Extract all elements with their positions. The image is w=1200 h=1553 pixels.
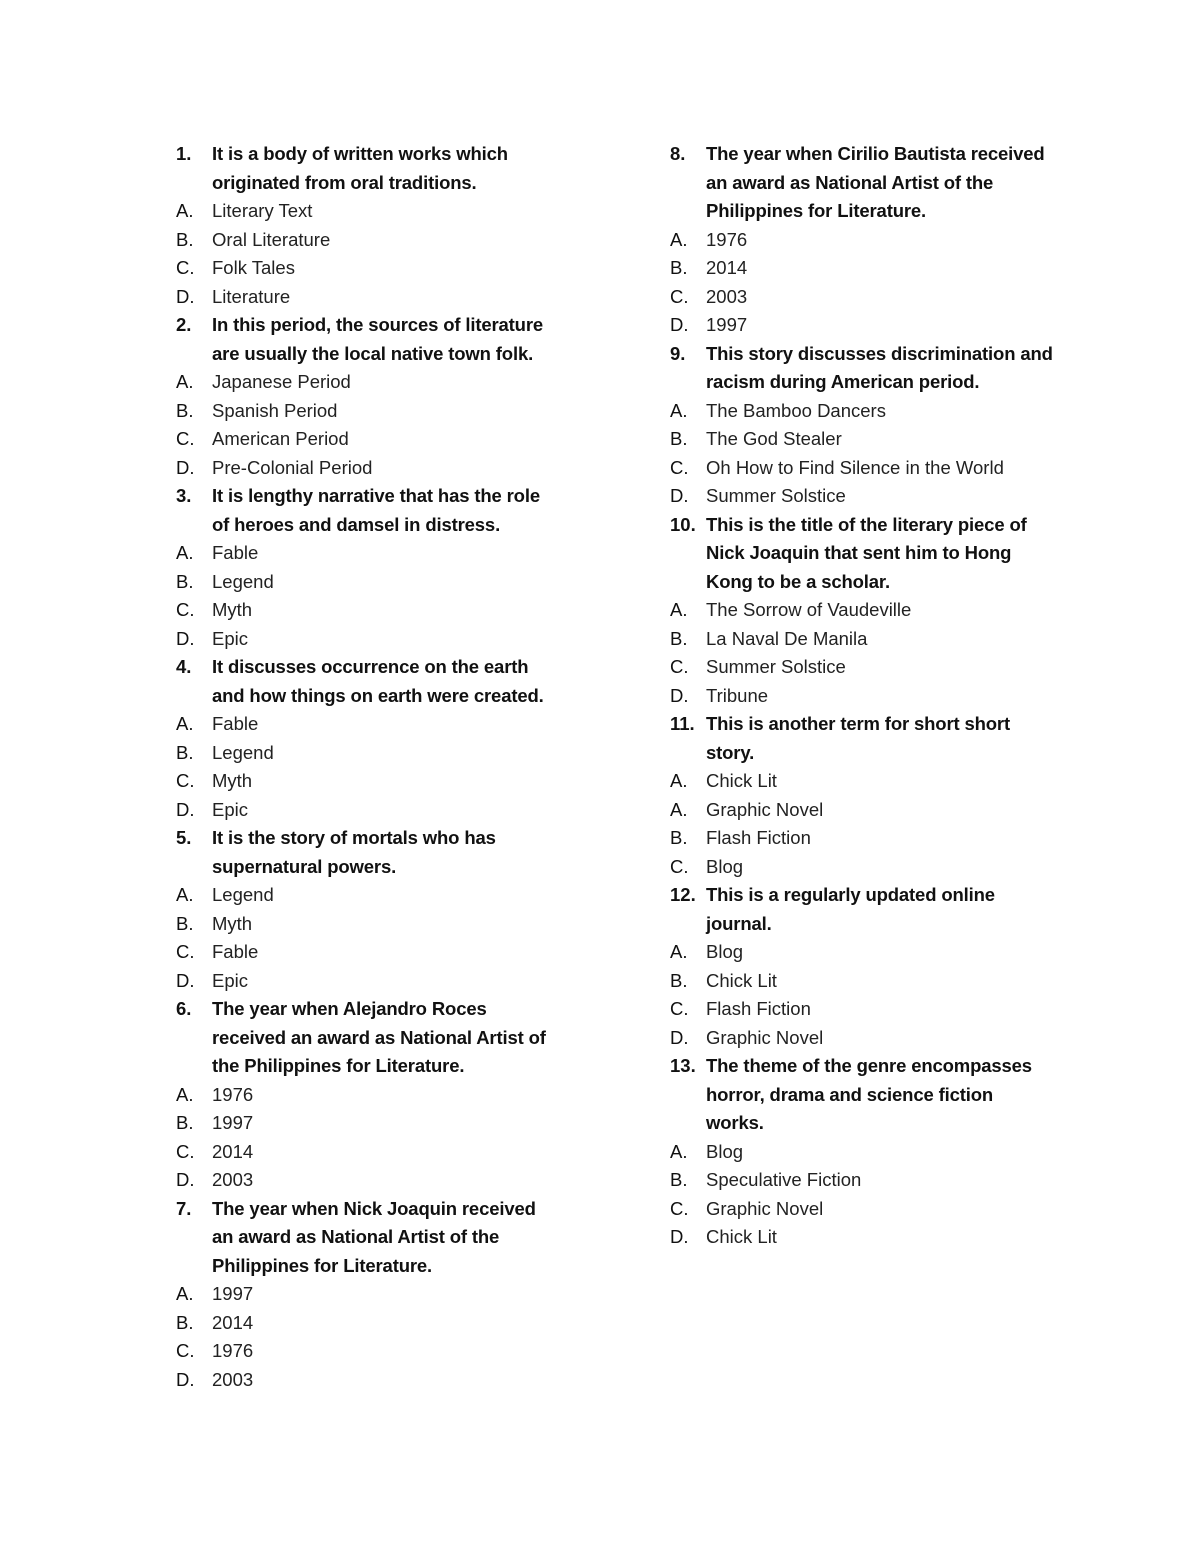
- answer-option: [666, 425, 1066, 454]
- question-text: The year when Alejandro Roces: [212, 998, 487, 1019]
- question-line: [666, 1052, 1066, 1081]
- option-letter: D.: [176, 798, 195, 820]
- question-number: 6.: [176, 998, 192, 1019]
- answer-option: [172, 739, 572, 768]
- option-text: 1976: [212, 1340, 254, 1361]
- question-text: The theme of the genre encompasses: [706, 1055, 1032, 1076]
- option-letter: A.: [670, 399, 688, 421]
- question-line: [172, 311, 572, 340]
- question-line: [666, 340, 1066, 369]
- question-line: [666, 1109, 1066, 1138]
- option-text: Fable: [212, 713, 259, 734]
- question-text: originated from oral traditions.: [212, 171, 477, 193]
- question-text: This is a regularly updated online: [706, 884, 995, 905]
- option-letter: D.: [176, 1169, 195, 1190]
- option-letter: B.: [176, 228, 194, 250]
- option-letter: A.: [176, 884, 194, 905]
- answer-option: [666, 226, 1066, 255]
- question-block: [666, 511, 1066, 711]
- question-line: [172, 1052, 572, 1081]
- question-number: 7.: [176, 1197, 192, 1219]
- option-text: Myth: [212, 770, 253, 791]
- question-line: [666, 881, 1066, 910]
- option-text: Literary Text: [212, 200, 313, 221]
- option-text: Oral Literature: [212, 228, 331, 250]
- option-letter: C.: [670, 855, 689, 877]
- question-block: [172, 1195, 572, 1395]
- question-text: The year when Cirilio Bautista received: [706, 143, 1045, 164]
- answer-option: [172, 283, 572, 312]
- option-text: Summer Solstice: [706, 656, 846, 677]
- option-letter: C.: [670, 285, 689, 307]
- option-letter: A.: [176, 1083, 194, 1105]
- question-number: 12.: [670, 884, 696, 905]
- question-text: In this period, the sources of literature: [212, 314, 544, 335]
- option-letter: B.: [670, 827, 688, 848]
- question-line: [666, 739, 1066, 768]
- question-text: It is lengthy narrative that has the role: [212, 485, 540, 506]
- question-line: [172, 853, 572, 882]
- question-number: 13.: [670, 1055, 696, 1076]
- answer-option: [172, 454, 572, 483]
- answer-option: [666, 1024, 1066, 1053]
- option-letter: D.: [176, 285, 195, 307]
- option-letter: B.: [176, 570, 194, 592]
- question-text: an award as National Artist of the: [706, 171, 994, 193]
- option-letter: C.: [176, 1140, 195, 1162]
- question-line: [172, 824, 572, 853]
- option-text: Chick Lit: [706, 969, 777, 991]
- answer-option: [666, 995, 1066, 1024]
- option-text: Flash Fiction: [706, 998, 811, 1019]
- answer-option: [172, 568, 572, 597]
- option-letter: B.: [176, 399, 194, 421]
- option-letter: A.: [176, 713, 194, 734]
- option-letter: C.: [176, 599, 195, 620]
- answer-option: [172, 254, 572, 283]
- option-text: Graphic Novel: [706, 1197, 824, 1219]
- question-text: It is a body of written works which: [212, 143, 508, 164]
- option-text: Oh How to Find Silence in the World: [706, 456, 1004, 478]
- option-letter: A.: [670, 228, 688, 250]
- option-letter: A.: [670, 770, 688, 791]
- option-text: 2014: [212, 1311, 254, 1333]
- option-letter: B.: [176, 912, 194, 934]
- question-line: [172, 995, 572, 1024]
- question-line: [172, 1223, 572, 1252]
- answer-option: [172, 1109, 572, 1138]
- option-text: 2014: [706, 257, 748, 278]
- question-number: 1.: [176, 143, 192, 164]
- question-number: 9.: [670, 342, 686, 364]
- option-text: The Bamboo Dancers: [706, 399, 886, 421]
- question-text: The year when Nick Joaquin received: [212, 1197, 536, 1219]
- option-text: Spanish Period: [212, 399, 338, 421]
- option-letter: B.: [670, 969, 688, 991]
- option-letter: B.: [670, 428, 688, 449]
- question-number: 4.: [176, 656, 192, 677]
- question-text: works.: [706, 1112, 764, 1133]
- question-text: It is the story of mortals who has: [212, 827, 496, 848]
- question-line: [666, 568, 1066, 597]
- option-letter: D.: [670, 1026, 689, 1048]
- answer-option: [666, 767, 1066, 796]
- question-block: [172, 482, 572, 653]
- question-line: [172, 1195, 572, 1224]
- option-letter: A.: [670, 599, 688, 620]
- option-text: Myth: [212, 599, 253, 620]
- option-text: 2014: [212, 1140, 254, 1162]
- option-text: Legend: [212, 741, 274, 763]
- answer-option: [172, 368, 572, 397]
- answer-option: [666, 454, 1066, 483]
- answer-option: [172, 796, 572, 825]
- question-block: [666, 710, 1066, 881]
- option-text: Folk Tales: [212, 257, 295, 278]
- option-letter: C.: [176, 257, 195, 278]
- question-text: This story discusses discrimination and: [706, 342, 1053, 364]
- option-letter: C.: [670, 998, 689, 1019]
- option-text: Tribune: [706, 684, 769, 706]
- question-text: It discusses occurrence on the earth: [212, 656, 529, 677]
- right-question-column: [666, 140, 1066, 1252]
- question-line: [172, 653, 572, 682]
- option-text: The Sorrow of Vaudeville: [706, 599, 912, 620]
- option-text: Pre-Colonial Period: [212, 456, 373, 478]
- answer-option: [172, 197, 572, 226]
- answer-option: [666, 283, 1066, 312]
- option-letter: A.: [670, 798, 688, 820]
- answer-option: [666, 625, 1066, 654]
- option-text: 2003: [212, 1169, 254, 1190]
- answer-option: [172, 397, 572, 426]
- option-letter: A.: [176, 542, 194, 563]
- question-line: [172, 340, 572, 369]
- option-text: Flash Fiction: [706, 827, 811, 848]
- question-text: the Philippines for Literature.: [212, 1055, 465, 1076]
- option-text: Blog: [706, 1140, 744, 1162]
- question-text: journal.: [706, 912, 772, 934]
- question-block: [172, 995, 572, 1195]
- option-letter: B.: [176, 1112, 194, 1133]
- answer-option: [172, 1166, 572, 1195]
- left-question-column: [172, 140, 572, 1394]
- option-text: The God Stealer: [706, 428, 842, 449]
- option-letter: C.: [176, 1340, 195, 1361]
- option-text: Epic: [212, 969, 248, 991]
- option-letter: B.: [176, 741, 194, 763]
- option-text: Summer Solstice: [706, 485, 846, 506]
- question-block: [172, 653, 572, 824]
- question-block: [666, 881, 1066, 1052]
- question-text: an award as National Artist of the: [212, 1226, 500, 1247]
- option-text: Graphic Novel: [706, 798, 824, 820]
- answer-option: [172, 1138, 572, 1167]
- answer-option: [172, 539, 572, 568]
- option-letter: D.: [176, 969, 195, 991]
- question-line: [172, 682, 572, 711]
- question-line: [666, 169, 1066, 198]
- answer-option: [172, 881, 572, 910]
- question-line: [172, 511, 572, 540]
- answer-option: [666, 254, 1066, 283]
- option-letter: B.: [670, 257, 688, 278]
- answer-option: [666, 653, 1066, 682]
- question-text: of heroes and damsel in distress.: [212, 513, 501, 535]
- option-letter: A.: [176, 200, 194, 221]
- answer-option: [172, 1337, 572, 1366]
- question-text: Kong to be a scholar.: [706, 570, 890, 592]
- answer-option: [666, 1223, 1066, 1252]
- option-letter: A.: [670, 941, 688, 962]
- option-text: La Naval De Manila: [706, 627, 868, 649]
- option-letter: C.: [176, 770, 195, 791]
- option-letter: D.: [670, 314, 689, 335]
- answer-option: [172, 938, 572, 967]
- answer-option: [172, 625, 572, 654]
- answer-option: [666, 967, 1066, 996]
- question-block: [666, 340, 1066, 511]
- option-text: Fable: [212, 542, 259, 563]
- option-letter: B.: [176, 1311, 194, 1333]
- question-text: Nick Joaquin that sent him to Hong: [706, 542, 1012, 563]
- answer-option: [666, 824, 1066, 853]
- option-text: Fable: [212, 941, 259, 962]
- option-letter: D.: [670, 1226, 689, 1247]
- answer-option: [666, 853, 1066, 882]
- answer-option: [172, 1280, 572, 1309]
- option-letter: D.: [176, 1368, 195, 1390]
- option-text: 1997: [706, 314, 748, 335]
- question-line: [172, 140, 572, 169]
- question-text: horror, drama and science fiction: [706, 1083, 994, 1105]
- answer-option: [172, 910, 572, 939]
- option-letter: D.: [176, 627, 195, 649]
- answer-option: [666, 1195, 1066, 1224]
- option-text: American Period: [212, 428, 349, 449]
- answer-option: [172, 1081, 572, 1110]
- answer-option: [172, 1366, 572, 1395]
- option-text: Legend: [212, 884, 274, 905]
- answer-option: [172, 767, 572, 796]
- question-text: racism during American period.: [706, 371, 980, 392]
- answer-option: [666, 482, 1066, 511]
- question-number: 5.: [176, 827, 192, 848]
- question-number: 2.: [176, 314, 192, 335]
- option-letter: B.: [670, 1169, 688, 1190]
- question-block: [666, 140, 1066, 340]
- question-text: This is the title of the literary piece of: [706, 513, 1027, 535]
- answer-option: [666, 596, 1066, 625]
- question-line: [172, 169, 572, 198]
- option-letter: A.: [176, 371, 194, 392]
- question-block: [172, 824, 572, 995]
- question-text: are usually the local native town folk.: [212, 342, 534, 364]
- option-text: Chick Lit: [706, 1226, 777, 1247]
- question-text: received an award as National Artist of: [212, 1026, 546, 1048]
- option-text: 1997: [212, 1112, 254, 1133]
- question-line: [172, 1252, 572, 1281]
- question-line: [666, 140, 1066, 169]
- option-letter: C.: [670, 656, 689, 677]
- question-number: 11.: [670, 713, 695, 734]
- answer-option: [666, 397, 1066, 426]
- question-text: Philippines for Literature.: [706, 200, 927, 221]
- option-text: 2003: [706, 285, 748, 307]
- answer-option: [172, 1309, 572, 1338]
- question-line: [172, 1024, 572, 1053]
- answer-option: [666, 938, 1066, 967]
- question-block: [666, 1052, 1066, 1252]
- answer-option: [666, 1138, 1066, 1167]
- option-letter: D.: [670, 684, 689, 706]
- question-line: [666, 910, 1066, 939]
- question-text: supernatural powers.: [212, 855, 397, 877]
- answer-option: [666, 1166, 1066, 1195]
- answer-option: [666, 311, 1066, 340]
- option-text: Myth: [212, 912, 253, 934]
- option-text: 1997: [212, 1283, 254, 1304]
- question-line: [666, 710, 1066, 739]
- question-line: [666, 511, 1066, 540]
- option-letter: A.: [176, 1283, 194, 1304]
- question-line: [666, 368, 1066, 397]
- question-text: and how things on earth were created.: [212, 684, 544, 706]
- option-letter: C.: [670, 1197, 689, 1219]
- option-text: 1976: [706, 228, 748, 250]
- option-text: Literature: [212, 285, 291, 307]
- option-letter: A.: [670, 1140, 688, 1162]
- answer-option: [172, 226, 572, 255]
- question-block: [172, 311, 572, 482]
- option-text: Epic: [212, 798, 248, 820]
- answer-option: [172, 425, 572, 454]
- question-line: [666, 539, 1066, 568]
- answer-option: [172, 596, 572, 625]
- option-letter: D.: [176, 456, 195, 478]
- option-text: Chick Lit: [706, 770, 777, 791]
- option-text: Blog: [706, 941, 744, 962]
- option-text: Epic: [212, 627, 248, 649]
- option-letter: D.: [670, 485, 689, 506]
- option-letter: C.: [176, 428, 195, 449]
- option-letter: C.: [670, 456, 689, 478]
- question-line: [172, 482, 572, 511]
- question-text: story.: [706, 741, 755, 763]
- question-number: 10.: [670, 513, 696, 535]
- question-text: Philippines for Literature.: [212, 1254, 433, 1276]
- option-text: Graphic Novel: [706, 1026, 824, 1048]
- question-text: This is another term for short short: [706, 713, 1010, 734]
- option-text: Legend: [212, 570, 274, 592]
- option-text: 1976: [212, 1083, 254, 1105]
- option-text: Blog: [706, 855, 744, 877]
- answer-option: [666, 682, 1066, 711]
- answer-option: [172, 967, 572, 996]
- question-number: 8.: [670, 143, 686, 164]
- answer-option: [172, 710, 572, 739]
- option-text: Speculative Fiction: [706, 1169, 862, 1190]
- option-letter: B.: [670, 627, 688, 649]
- answer-option: [666, 796, 1066, 825]
- question-line: [666, 197, 1066, 226]
- option-letter: C.: [176, 941, 195, 962]
- question-block: [172, 140, 572, 311]
- question-line: [666, 1081, 1066, 1110]
- question-number: 3.: [176, 485, 192, 506]
- option-text: Japanese Period: [212, 371, 351, 392]
- option-text: 2003: [212, 1368, 254, 1390]
